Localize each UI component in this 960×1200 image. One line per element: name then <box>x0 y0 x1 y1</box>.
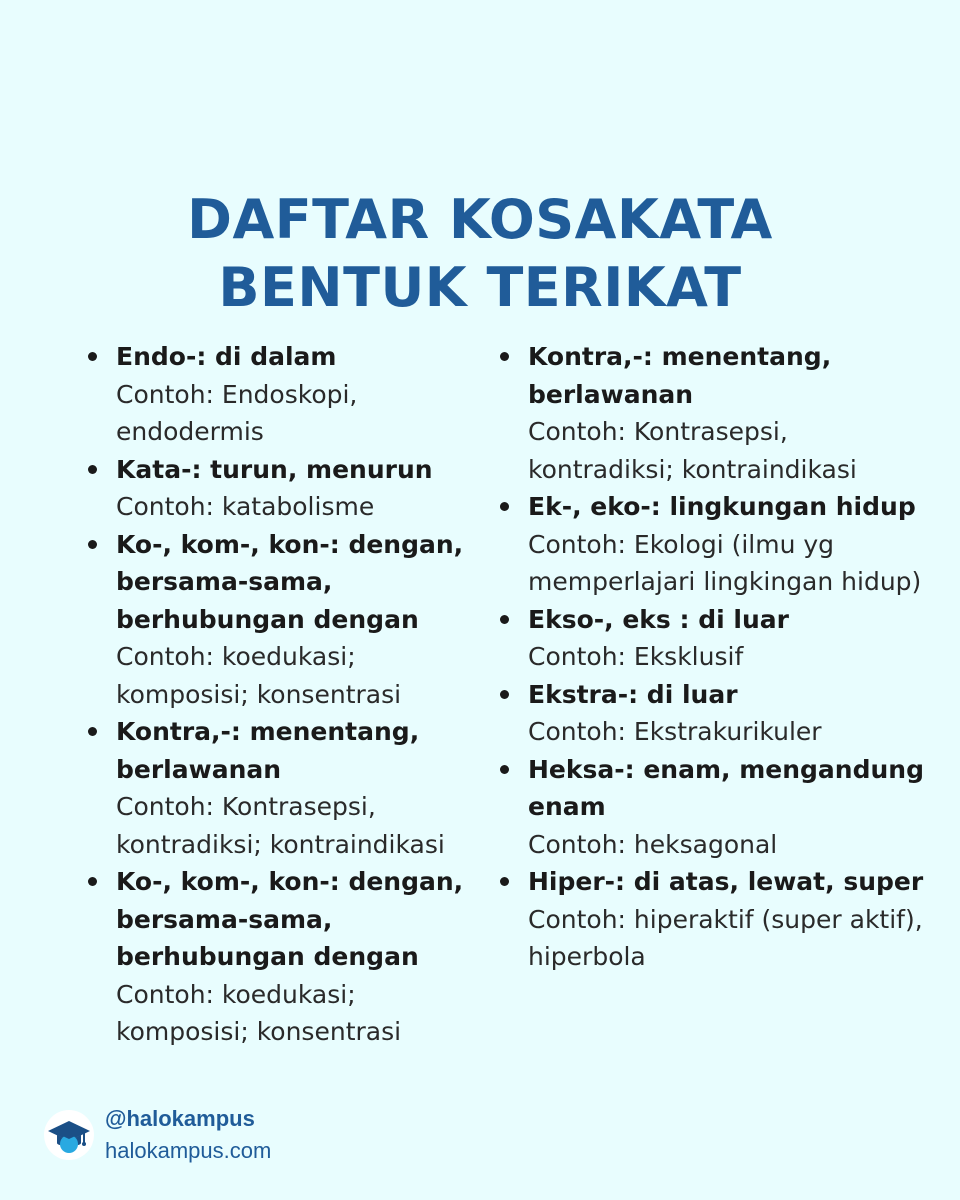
bullet-icon <box>88 877 97 886</box>
bullet-icon <box>88 465 97 474</box>
bullet-icon <box>88 352 97 361</box>
entry-term: Ekstra-: di luar <box>528 679 738 709</box>
entry-term: Heksa-: enam, mengandung enam <box>528 754 924 821</box>
bullet-icon <box>500 352 509 361</box>
entry-example: Contoh: Kontrasepsi, kontradiksi; kontraindikasi <box>116 792 445 859</box>
bullet-icon <box>500 690 509 699</box>
bullet-icon <box>500 765 509 774</box>
entry-term: Kontra,-: menentang, berlawanan <box>116 717 420 784</box>
vocab-list-left <box>86 338 466 1051</box>
bullet-icon <box>500 502 509 511</box>
entry-example: Contoh: koedukasi; komposisi; konsentrasi <box>116 642 402 709</box>
entry-example: Contoh: Ekologi (ilmu yg memperlajari lingkingan hidup) <box>528 529 922 596</box>
list-item <box>498 676 948 751</box>
page-title <box>0 186 960 322</box>
list-item <box>498 338 948 488</box>
entry-term: Endo-: di dalam <box>116 342 337 371</box>
list-item <box>498 751 948 864</box>
entry-term: Kontra,-: menentang, berlawanan <box>528 342 832 409</box>
website-link[interactable]: halokampus.com <box>105 1138 272 1163</box>
vocab-list-right <box>498 338 948 976</box>
social-handle: @halokampus <box>105 1106 255 1131</box>
list-item <box>86 713 466 863</box>
title-line-2: BENTUK TERIKAT <box>218 256 742 320</box>
footer <box>44 1104 444 1170</box>
entry-term: Ko-, kom-, kon-: dengan, bersama-sama, berhubungan dengan <box>116 529 464 634</box>
bullet-icon <box>88 540 97 549</box>
entry-example: Contoh: heksagonal <box>528 829 778 859</box>
list-item <box>86 863 466 1051</box>
list-item <box>86 451 466 526</box>
bullet-icon <box>500 877 509 886</box>
entry-example: Contoh: Eksklusif <box>528 642 744 671</box>
list-item <box>498 601 948 676</box>
entry-example: Contoh: koedukasi; komposisi; konsentrasi <box>116 979 402 1046</box>
list-item <box>498 488 948 601</box>
entry-term: Kata-: turun, menurun <box>116 454 433 484</box>
list-item <box>86 338 466 451</box>
title-line-1: DAFTAR KOSAKATA <box>187 188 773 252</box>
entry-term: Ekso-, eks : di luar <box>528 604 789 634</box>
entry-term: Hiper-: di atas, lewat, super <box>528 867 924 896</box>
list-item <box>86 526 466 714</box>
entry-example: Contoh: Kontrasepsi, kontradiksi; kontraindikasi <box>528 417 857 484</box>
entry-term: Ko-, kom-, kon-: dengan, bersama-sama, berhubungan dengan <box>116 867 464 971</box>
entry-example: Contoh: hiperaktif (super aktif), hiperbola <box>528 904 923 971</box>
entry-example: Contoh: Ekstrakurikuler <box>528 717 822 746</box>
list-item <box>498 863 948 976</box>
bullet-icon <box>500 615 509 624</box>
graduation-cap-icon <box>44 1110 94 1160</box>
entry-term: Ek-, eko-: lingkungan hidup <box>528 492 916 521</box>
entry-example: Contoh: Endoskopi, endodermis <box>116 379 358 446</box>
bullet-icon <box>88 727 97 736</box>
entry-example: Contoh: katabolisme <box>116 492 375 521</box>
